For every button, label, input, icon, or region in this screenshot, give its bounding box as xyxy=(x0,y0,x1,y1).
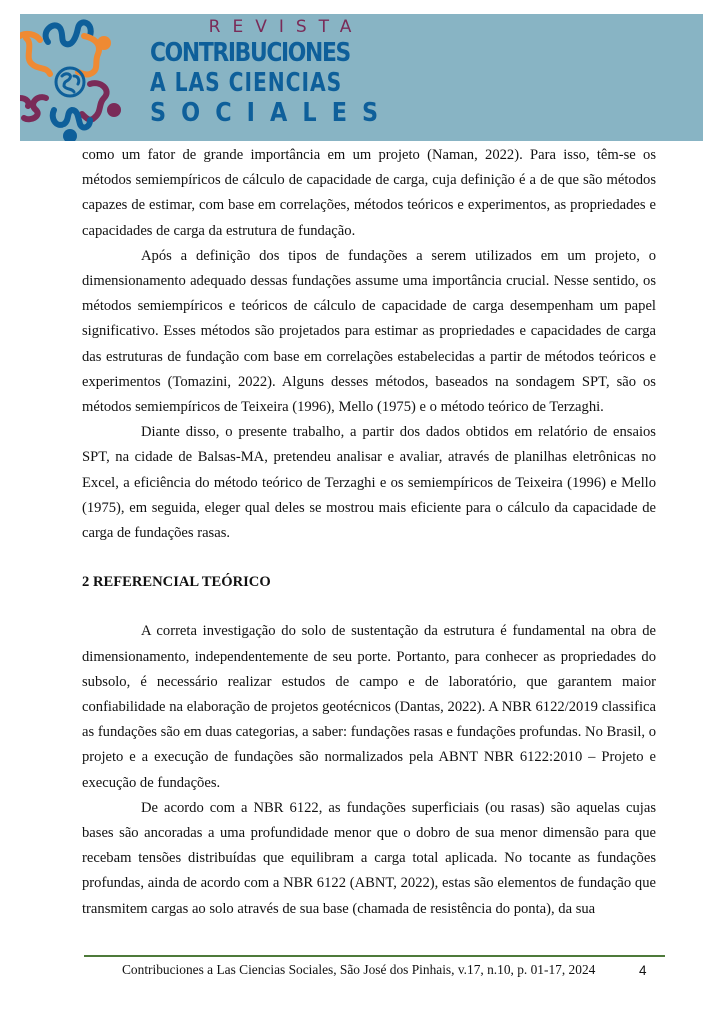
body-paragraph: Após a definição dos tipos de fundações a serem utilizados em um projeto, o dimensionamento adequado dessas fundações assume uma importância crucial. Nesse sentido, os métodos semiempíricos e teóricos de cálculo de capacidade de carga desempenham um papel significativo. Esses métodos são projetados para estimar as propriedades e capacidades de carga das estruturas de fundação com base em correlações estabelecidas a partir de métodos teóricos e experimentos (Tomazini, 2022). Alguns desses métodos, baseados na sondagem SPT, são os métodos semiempíricos de Teixeira (1996), Mello (1975) e o método teórico de Terzaghi. xyxy=(82,247,656,416)
section-heading: 2 REFERENCIAL TEÓRICO xyxy=(82,574,271,591)
masthead-line-3: SOCIALES xyxy=(150,98,394,128)
journal-masthead xyxy=(150,16,410,128)
page-number: 4 xyxy=(639,963,647,978)
body-paragraph: como um fator de grande importância em um projeto (Naman, 2022). Para isso, têm-se os métodos semiempíricos de cálculo de capacidade de carga, cuja definição é a de que são métodos capazes de estimar, com base em correlações, métodos teóricos e experimentos, as propriedades e capacidades de carga da estrutura de fundação. xyxy=(82,147,656,239)
footer-citation: Contribuciones a Las Ciencias Sociales, São José dos Pinhais, v.17, n.10, p. 01-17, 2024 xyxy=(122,962,596,977)
masthead-line-1: CONTRIBUCIONES xyxy=(150,38,350,68)
body-paragraph: De acordo com a NBR 6122, as fundações superficiais (ou rasas) são aquelas cujas bases são ancoradas a uma profundidade menor que o dobro de sua menor dimensão para que recebam tensões distribuídas que equilibram a carga total aplicada. No tocante as fundações profundas, ainda de acordo com a NBR 6122 (ABNT, 2022), estas são elementos de fundação que transmitem cargas ao solo através de sua base (chamada de resistência do ponta), da sua xyxy=(82,799,656,917)
body-paragraph: Diante disso, o presente trabalho, a partir dos dados obtidos em relatório de ensaios SPT, na cidade de Balsas-MA, pretendeu analisar e avaliar, através de planilhas eletrônicas no Excel, a eficiência do método teórico de Terzaghi e os semiempíricos de Teixeira (1996) e Mello (1975), em seguida, eleger qual deles se mostrou mais eficiente para o cálculo da capacidade de carga de fundações rasas. xyxy=(82,424,656,542)
footer-divider xyxy=(84,955,665,957)
journal-header-banner xyxy=(20,14,703,141)
globe-with-people-icon xyxy=(20,14,130,141)
masthead-revista: REVISTA xyxy=(208,17,364,37)
article-body xyxy=(82,143,656,922)
masthead-line-2: A LAS CIENCIAS xyxy=(150,68,343,98)
body-paragraph: A correta investigação do solo de sustentação da estrutura é fundamental na obra de dimensionamento, independentemente de seu porte. Portanto, para conhecer as propriedades do subsolo, é necessário realizar estudos de campo e de laboratório, que garantem maior confiabilidade na elaboração de projetos geotécnicos (Dantas, 2022). A NBR 6122/2019 classifica as fundações são em duas categorias, a saber: fundações rasas e fundações profundas. No Brasil, o projeto e a execução de fundações são normalizados pela ABNT NBR 6122:2010 – Projeto e execução de fundações. xyxy=(82,623,656,791)
